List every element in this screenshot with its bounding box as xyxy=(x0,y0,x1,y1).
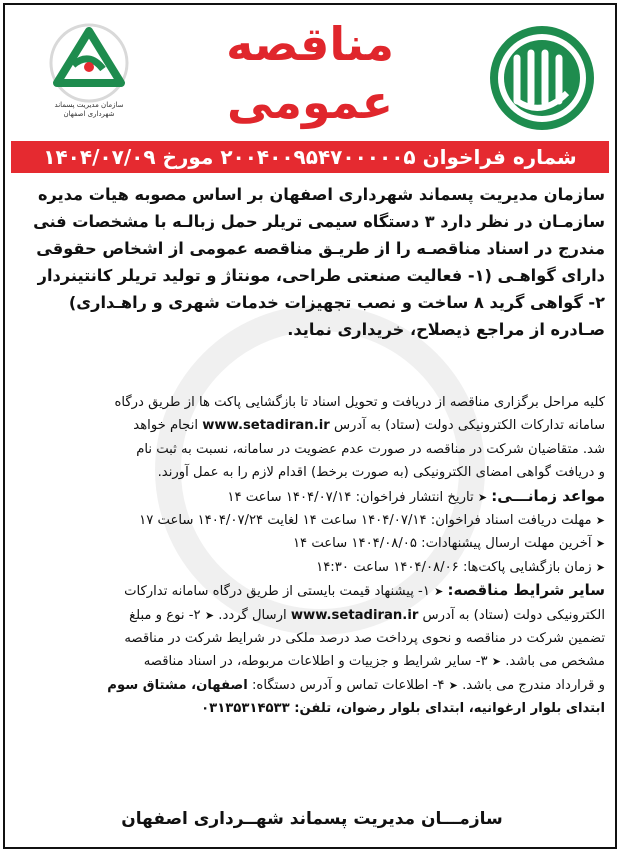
timing-item: مهلت دریافت اسناد فراخوان: ۱۴۰۴/۰۷/۱۴ ساعت ۱۴ لغایت ۱۴۰۴/۰۷/۲۴ ساعت ۱۷ xyxy=(139,513,592,529)
chevron-left-icon: ➤ xyxy=(595,537,605,551)
header xyxy=(5,5,615,137)
conditions-line: تضمین شرکت در مناقصه و نحوی پرداخت صد درصد ملکی در شرایط شرکت در مناقصه xyxy=(124,631,605,647)
chevron-left-icon: ➤ xyxy=(204,608,215,622)
conditions-text: مشخص می باشد. xyxy=(505,654,605,670)
conditions-line xyxy=(19,674,605,697)
chevron-left-icon: ➤ xyxy=(448,678,458,692)
logo-caption xyxy=(19,101,159,119)
intro-line: ۲- گواهی گرید ۸ ساخت و نصب تجهیزات خدمات شهری و راهـداری) xyxy=(68,293,605,312)
notice-frame xyxy=(3,3,617,849)
intro-line: سازمـان در نظر دارد ۳ دستگاه سیمی تریلر حمل زبالـه با مشخصات فنی xyxy=(33,212,605,231)
intro-line: دارای گواهـی (۱- فعالیت صنعتی طراحی، مونتاژ و تولید تریلر کانتینردار xyxy=(37,266,605,285)
procedure-text: انجام خواهد xyxy=(133,418,199,434)
chevron-left-icon: ➤ xyxy=(595,560,605,574)
procedure-line: شد. متقاضیان شرکت در مناقصه در صورت عدم عضویت در سامانه، نسبت به ثبت نام xyxy=(136,441,605,457)
conditions-line xyxy=(19,579,605,603)
intro-line: مندرج در اسناد مناقصـه را از طریـق مناقصه عمومی از اشخاص حقوقی xyxy=(36,239,605,258)
chevron-left-icon: ➤ xyxy=(595,514,605,528)
conditions-text: ۱- پیشنهاد قیمت بایستی از طریق درگاه سامانه تدارکات xyxy=(124,584,430,600)
conditions-text: ۳- سایر شرایط و جزییات و اطلاعات مربوطه، در اسناد مناقصه xyxy=(143,654,488,670)
timing-line xyxy=(19,532,605,555)
timing-title: مواعد زمانـــی: xyxy=(491,486,605,505)
conditions-title: سایر شرایط مناقصه: xyxy=(447,581,605,600)
timing-title-line xyxy=(19,485,605,509)
chevron-left-icon: ➤ xyxy=(491,655,501,669)
setad-url-link[interactable]: www.setadiran.ir xyxy=(290,607,419,623)
conditions-text: ۲- نوع و مبلغ xyxy=(129,607,201,623)
conditions-text: و قرارداد مندرج می باشد. xyxy=(462,677,605,693)
logo-caption-line2: شهرداری اصفهان xyxy=(63,109,115,118)
procedure-line xyxy=(19,414,605,437)
conditions-line xyxy=(19,650,605,673)
procedure-line: و دریافت گواهی امضای الکترونیکی (به صورت برخط) اقدام لازم را به عمل آورند. xyxy=(157,465,605,481)
logo-caption-line1: سازمان مدیریت پسماند xyxy=(54,101,124,109)
intro-line: صـادره از مراجع ذیصلاح، خریداری نماید. xyxy=(287,320,605,339)
intro-line: سازمان مدیریت پسماند شهرداری اصفهان بر اساس مصوبه هیات مدیره xyxy=(37,185,605,204)
conditions-line xyxy=(19,604,605,627)
timing-line xyxy=(19,509,605,532)
timing-item: آخرین مهلت ارسال پیشنهادات: ۱۴۰۴/۰۸/۰۵ ساعت ۱۴ xyxy=(292,536,592,552)
intro-paragraph xyxy=(19,181,605,343)
timing-line xyxy=(19,556,605,579)
address-text: اصفهان، مشتاق سوم xyxy=(107,677,248,693)
title-line2: عمومی xyxy=(226,75,394,129)
call-number-banner: شماره فراخوان ۲۰۰۴۰۰۹۵۴۷۰۰۰۰۰۵ مورخ ۱۴۰۴/۰۷/۰۹ xyxy=(11,141,609,173)
conditions-text: ۴- اطلاعات تماس و آدرس دستگاه: xyxy=(251,677,445,693)
municipality-logo xyxy=(487,23,597,133)
procedure-line: کلیه مراحل برگزاری مناقصه از دریافت و تحویل اسناد تا بازگشایی پاکت ها از طریق درگاه xyxy=(114,395,605,410)
chevron-left-icon: ➤ xyxy=(434,585,444,599)
conditions-text: الکترونیکی دولت (ستاد) به آدرس xyxy=(422,607,605,623)
procedure-text: سامانه تدارکات الکترونیکی دولت (ستاد) به آدرس xyxy=(333,418,605,434)
conditions-text: ارسال گردد. xyxy=(218,607,287,623)
title-line1: مناقصه xyxy=(226,17,394,71)
address-line: ابتدای بلوار ارغوانیه، ابتدای بلوار رضوان، تلفن: ۰۳۱۳۵۳۱۴۵۳۳ xyxy=(201,701,605,717)
footer-signature: سازمـــان مدیریت پسماند شهــرداری اصفهان xyxy=(121,809,503,829)
timing-item: زمان بازگشایی پاکت‌ها: ۱۴۰۴/۰۸/۰۶ ساعت ۱۴:۳۰ xyxy=(316,559,592,575)
timing-item: تاریخ انتشار فراخوان: ۱۴۰۴/۰۷/۱۴ ساعت ۱۴ xyxy=(227,489,474,505)
chevron-left-icon: ➤ xyxy=(477,490,488,504)
setad-url-link[interactable]: www.setadiran.ir xyxy=(202,418,330,434)
details-section xyxy=(19,391,605,721)
